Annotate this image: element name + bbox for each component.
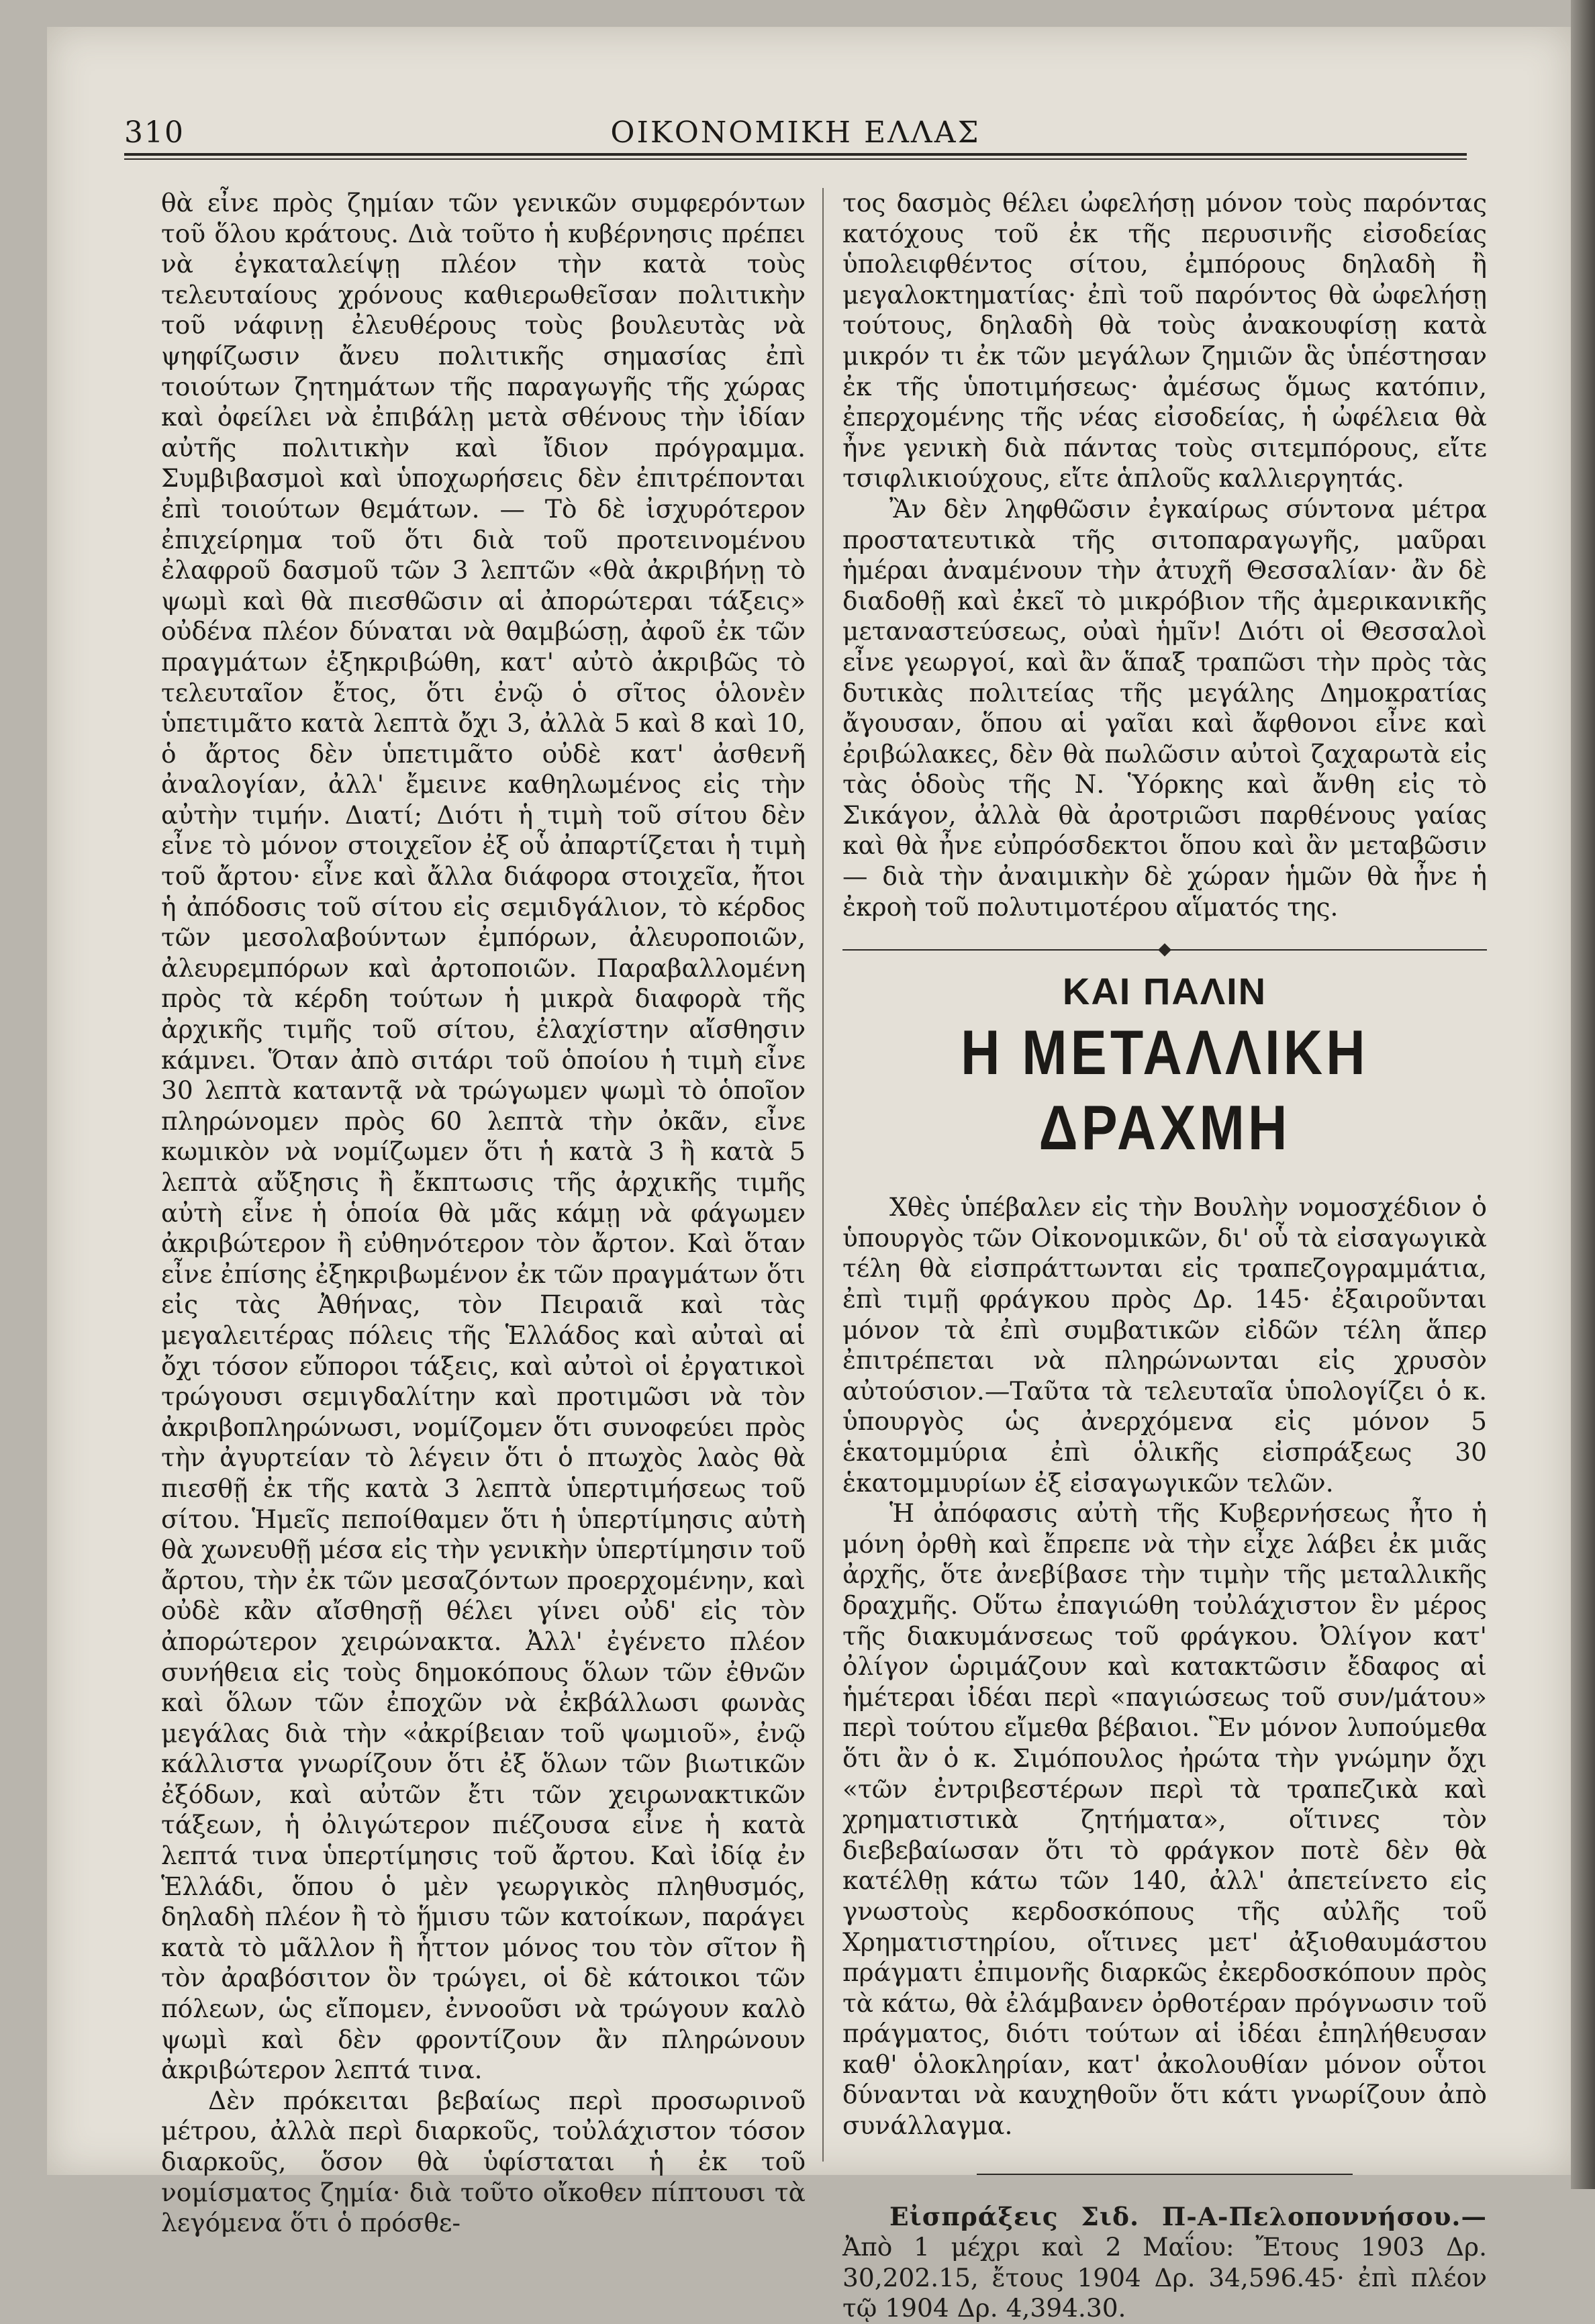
page-number: 310 — [124, 115, 185, 150]
right-column — [842, 188, 1487, 2324]
section-rule — [977, 2174, 1353, 2175]
article-kicker: ΚΑΙ ΠΑΛΙΝ — [1062, 970, 1267, 1013]
article-paragraph-2: Ἡ ἀπόφασις αὐτὴ τῆς Κυβερνήσεως ἦτο ἡ μόνη ὀρθὴ καὶ ἔπρεπε νὰ τὴν εἶχε λάβει ἐκ μιᾶς ἀρχῆς, ὅτε ἀνεβίβασε τὴν τιμὴν τῆς μεταλλικῆς δραχμῆς. Οὕτω ἐπαγιώθη τοὐλάχιστον ἓν μέρος τῆς διακυμάνσεως τοῦ φράγκου. Ὀλίγον κατ' ὀλίγον ὡριμάζουν καὶ κατακτῶσιν ἔδαφος αἱ ἡμέτεραι ἰδέαι περὶ «παγιώσεως τοῦ συν/μάτου» περὶ τούτου εἴμεθα βέβαιοι. Ἓν μόνον λυπούμεθα ὅτι ἂν ὁ κ. Σιμόπουλος ἠρώτα τὴν γνώμην ὄχι «τῶν ἐντριβεστέρων περὶ τὰ τραπεζικὰ καὶ χρηματιστικὰ ζητήματα», οἵτινες τὸν διεβεβαίωσαν ὅτι τὸ φράγκον ποτὲ δὲν θὰ κατέλθῃ κάτω τῶν 140, ἀλλ' ἀπετείνετο εἰς γνωστοὺς κερδοσκόπους τῆς αὐλῆς τοῦ Χρηματιστηρίου, οἵτινες μετ' ἀξιοθαυμάστου πράγματι ἐπιμονῆς διαρκῶς ἐκερδοσκόπουν πρὸς τὰ κάτω, θὰ ἐλάμβανεν ὀρθοτέραν πρόγνωσιν τοῦ πράγματος, διότι τούτων αἱ ἰδέαι ἐπηλήθευσαν καθ' ὁλοκληρίαν, κατ' ἀκολουθίαν μόνον οὗτοι δύνανται νὰ καυχηθοῦν ὅτι κάτι γνωρίζουν ἀπὸ συνάλλαγμα. — [842, 1498, 1487, 2141]
article-headline: Η ΜΕΤΑΛΛΙΚΗ ΔΡΑΧΜΗ — [961, 1017, 1369, 1163]
column-divider — [822, 188, 824, 2162]
left-paragraph-1: θὰ εἶνε πρὸς ζημίαν τῶν γενικῶν συμφερόντων τοῦ ὅλου κράτους. Διὰ τοῦτο ἡ κυβέρνησις πρέπει νὰ ἐγκαταλείψῃ πλέον τὴν κατὰ τοὺς τελευταίους χρόνους καθιερωθεῖσαν πολιτικὴν τοῦ νάφινῃ ἐλευθέρους τοὺς βουλευτὰς νὰ ψηφίζωσιν ἄνευ πολιτικῆς σημασίας ἐπὶ τοιούτων ζητημάτων τῆς παραγωγῆς τῆς χώρας καὶ ὀφείλει νὰ ἐπιβάλῃ μετὰ σθένους τὴν ἰδίαν αὐτῆς πολιτικὴν καὶ ἴδιον πρόγραμμα. Συμβιβασμοὶ καὶ ὑποχωρήσεις δὲν ἐπιτρέπονται ἐπὶ τοιούτων θεμάτων. — Τὸ δὲ ἰσχυρότερον ἐπιχείρημα τοῦ ὅτι διὰ τοῦ προτεινομένου ἐλαφροῦ δασμοῦ τῶν 3 λεπτῶν «θὰ ἀκριβήνῃ τὸ ψωμὶ καὶ θὰ πιεσθῶσιν αἱ ἀπορώτεραι τάξεις» οὐδένα πλέον δύναται νὰ θαμβώσῃ, ἀφοῦ ἐκ τῶν πραγμάτων ἐξηκριβώθη, κατ' αὐτὸ ἀκριβῶς τὸ τελευταῖον ἔτος, ὅτι ἐνῷ ὁ σῖτος ὁλονὲν ὑπετιμᾶτο κατὰ λεπτὰ ὄχι 3, ἀλλὰ 5 καὶ 8 καὶ 10, ὁ ἄρτος δὲν ὑπετιμᾶτο οὐδὲ κατ' ἀσθενῆ ἀναλογίαν, ἀλλ' ἔμεινε καθηλωμένος εἰς τὴν αὐτὴν τιμήν. Διατί; Διότι ἡ τιμὴ τοῦ σίτου δὲν εἶνε τὸ μόνον στοιχεῖον ἐξ οὗ ἀπαρτίζεται ἡ τιμὴ τοῦ ἄρτου· εἶνε καὶ ἄλλα διάφορα στοιχεῖα, ἤτοι ἡ ἀπόδοσις τοῦ σίτου εἰς σεμιδγάλιον, τὸ κέρδος τῶν μεσολαβούντων ἐμπόρων, ἀλευροποιῶν, ἀλευρεμπόρων καὶ ἀρτοποιῶν. Παραβαλλομένη πρὸς τὰ κέρδη τούτων ἡ μικρὰ διαφορὰ τῆς ἀρχικῆς τιμῆς τοῦ σίτου, ἐλαχίστην αἴσθησιν κάμνει. Ὅταν ἀπὸ σιτάρι τοῦ ὁποίου ἡ τιμὴ εἶνε 30 λεπτὰ καταντᾷ νὰ τρώγωμεν ψωμὶ τὸ ὁποῖον πληρώνομεν πρὸς 60 λεπτὰ τὴν ὀκᾶν, εἶνε κωμικὸν νὰ νομίζωμεν ὅτι ἡ κατὰ 3 ἢ κατὰ 5 λεπτὰ αὔξησις ἢ ἔκπτωσις τῆς ἀρχικῆς τιμῆς αὐτὴ εἶνε ἡ ὁποία θὰ μᾶς κάμῃ νὰ φάγωμεν ἀκριβώτερον ἢ εὐθηνότερον τὸν ἄρτον. Καὶ ὅταν εἶνε ἐπίσης ἐξηκριβωμένον ἐκ τῶν πραγμάτων ὅτι εἰς τὰς Ἀθήνας, τὸν Πειραιᾶ καὶ τὰς μεγαλειτέρας πόλεις τῆς Ἑλλάδος καὶ αὐταὶ αἱ ὄχι τόσον εὔποροι τάξεις, καὶ αὐτοὶ οἱ ἐργατικοὶ τρώγουσι σεμιγδαλίτην καὶ προτιμῶσι νὰ τὸν ἀκριβοπληρώνωσι, νομίζομεν ὅτι συνοφεύει πρὸς τὴν ἀγυρτείαν τὸ λέγειν ὅτι ὁ πτωχὸς λαὸς θὰ πιεσθῇ ἐκ τῆς κατὰ 3 λεπτὰ ὑπερτιμήσεως τοῦ σίτου. Ἡμεῖς πεποίθαμεν ὅτι ἡ ὑπερτίμησις αὐτὴ θὰ χωνευθῇ μέσα εἰς τὴν γενικὴν ὑπερτίμησιν τοῦ ἄρτου, τὴν ἐκ τῶν μεσαζόντων προερχομένην, καὶ οὐδὲ κἂν αἴσθησῇ θέλει γίνει οὐδ' εἰς τὸν ἀπορώτερον χειρώνακτα. Ἀλλ' ἐγένετο πλέον συνήθεια εἰς τοὺς δημοκόπους ὅλων τῶν ἐθνῶν καὶ ὅλων τῶν ἐποχῶν νὰ ἐκβάλλωσι φωνὰς μεγάλας διὰ τὴν «ἀκρίβειαν τοῦ ψωμιοῦ», ἐνῷ κάλλιστα γνωρίζουν ὅτι ἐξ ὅλων τῶν βιωτικῶν ἐξόδων, καὶ αὐτῶν ἔτι τῶν χειρωνακτικῶν τάξεων, ἡ ὀλιγώτερον πιέζουσα εἶνε ἡ κατὰ λεπτά τινα ὑπερτίμησις τοῦ ἄρτου. Καὶ ἰδίᾳ ἐν Ἑλλάδι, ὅπου ὁ μὲν γεωργικὸς πληθυσμός, δηλαδὴ πλέον ἢ τὸ ἥμισυ τῶν κατοίκων, παράγει κατὰ τὸ μᾶλλον ἢ ἧττον μόνος του τὸν σῖτον ἢ τὸν ἀραβόσιτον ὃν τρώγει, οἱ δὲ κάτοικοι τῶν πόλεων, ὡς εἴπομεν, ἐννοοῦσι νὰ τρώγουν καλὸ ψωμὶ καὶ δὲν φροντίζουν ἂν πληρώνουν ἀκριβώτερον λεπτά τινα. — [161, 188, 806, 2085]
left-column — [161, 188, 806, 2239]
header-rule — [124, 153, 1467, 160]
receipts-heading: Εἰσπράξεις Σιδ. Π-Α-Πελοποννήσου.— — [889, 2201, 1487, 2231]
book-binding-edge — [1571, 0, 1595, 2189]
receipts-notice — [842, 2202, 1487, 2324]
separator-ornament — [1158, 943, 1171, 957]
continuation-paragraph-1: τος δασμὸς θέλει ὠφελήσῃ μόνον τοὺς παρόντας κατόχους τοῦ ἐκ τῆς περυσινῆς εἰσοδείας ὑπολειφθέντος σίτου, ἐμπόρους δηλαδὴ ἢ μεγαλοκτηματίας· ἐπὶ τοῦ παρόντος θὰ ὠφελήσῃ τούτους, δηλαδὴ θὰ τοὺς ἀνακουφίσῃ κατὰ μικρόν τι ἐκ τῶν μεγάλων ζημιῶν ἃς ὑπέστησαν ἐκ τῆς ὑποτιμήσεως· ἀμέσως ὅμως κατόπιν, ἐπερχομένης τῆς νέας εἰσοδείας, ἡ ὠφέλεια θὰ ἦνε γενικὴ διὰ πάντας τοὺς σιτεμπόρους, εἴτε τσιφλικιούχους, εἴτε ἁπλοῦς καλλιεργητάς. — [842, 188, 1487, 493]
continuation-paragraph-2: Ἂν δὲν ληφθῶσιν ἐγκαίρως σύντονα μέτρα προστατευτικὰ τῆς σιτοπαραγωγῆς, μαῦραι ἡμέραι ἀναμένουν τὴν ἀτυχῆ Θεσσαλίαν· ἂν δὲ διαδοθῇ καὶ ἐκεῖ τὸ μικρόβιον τῆς ἀμερικανικῆς μεταναστεύσεως, οὐαὶ ἡμῖν! Διότι οἱ Θεσσαλοὶ εἶνε γεωργοί, καὶ ἂν ἅπαξ τραπῶσι τὴν πρὸς τὰς δυτικὰς πολιτείας τῆς μεγάλης Δημοκρατίας ἄγουσαν, ὅπου αἱ γαῖαι καὶ ἄφθονοι εἶνε καὶ ἐριβώλακες, δὲν θὰ πωλῶσιν αὐτοὶ ζαχαρωτὰ εἰς τὰς ὁδοὺς τῆς Ν. Ὑόρκης καὶ ἄνθη εἰς τὸ Σικάγον, ἀλλὰ θὰ ἀροτριῶσι παρθένους γαίας καὶ θὰ ἦνε εὐπρόσδεκτοι ὅπου καὶ ἂν μεταβῶσιν— διὰ τὴν ἀναιμικὴν δὲ χώραν ἡμῶν θὰ ἦνε ἡ ἐκροὴ τοῦ πολυτιμοτέρου αἵματός της. — [842, 493, 1487, 922]
article-separator — [842, 940, 1487, 960]
newspaper-page — [47, 27, 1571, 2323]
journal-title: ΟΙΚΟΝΟΜΙΚΗ ΕΛΛΑΣ — [610, 115, 981, 150]
receipts-text: Ἀπὸ 1 μέχρι καὶ 2 Μαΐου: Ἔτους 1903 Δρ. 30,202.15, ἔτους 1904 Δρ. 34,596.45· ἐπὶ πλέον τῷ 1904 Δρ. 4,394.30. — [842, 2232, 1487, 2323]
article-paragraph-1: Χθὲς ὑπέβαλεν εἰς τὴν Βουλὴν νομοσχέδιον ὁ ὑπουργὸς τῶν Οἰκονομικῶν, δι' οὗ τὰ εἰσαγωγικὰ τέλη θὰ εἰσπράττωνται εἰς τραπεζογραμμάτια, ἐπὶ τιμῇ φράγκου πρὸς Δρ. 145· ἐξαιροῦνται μόνον τὰ ἐπὶ συμβατικῶν εἰδῶν τέλη ἅπερ ἐπιτρέπεται νὰ πληρώνωνται εἰς χρυσὸν αὐτούσιον.—Ταῦτα τὰ τελευταῖα ὑπολογίζει ὁ κ. ὑπουργὸς ὡς ἀνερχόμενα εἰς μόνον 5 ἑκατομμύρια ἐπὶ ὁλικῆς εἰσπράξεως 30 ἑκατομμυρίων ἐξ εἰσαγωγικῶν τελῶν. — [842, 1192, 1487, 1498]
page-header — [124, 107, 1467, 154]
left-paragraph-2: Δὲν πρόκειται βεβαίως περὶ προσωρινοῦ μέτρου, ἀλλὰ περὶ διαρκοῦς, τοὐλάχιστον τόσον διαρκοῦς, ὅσον θὰ ὑφίσταται ἡ ἐκ τοῦ νομίσματος ζημία· διὰ τοῦτο οἴκοθεν πίπτουσι τὰ λεγόμενα ὅτι ὁ πρόσθε- — [161, 2085, 806, 2238]
